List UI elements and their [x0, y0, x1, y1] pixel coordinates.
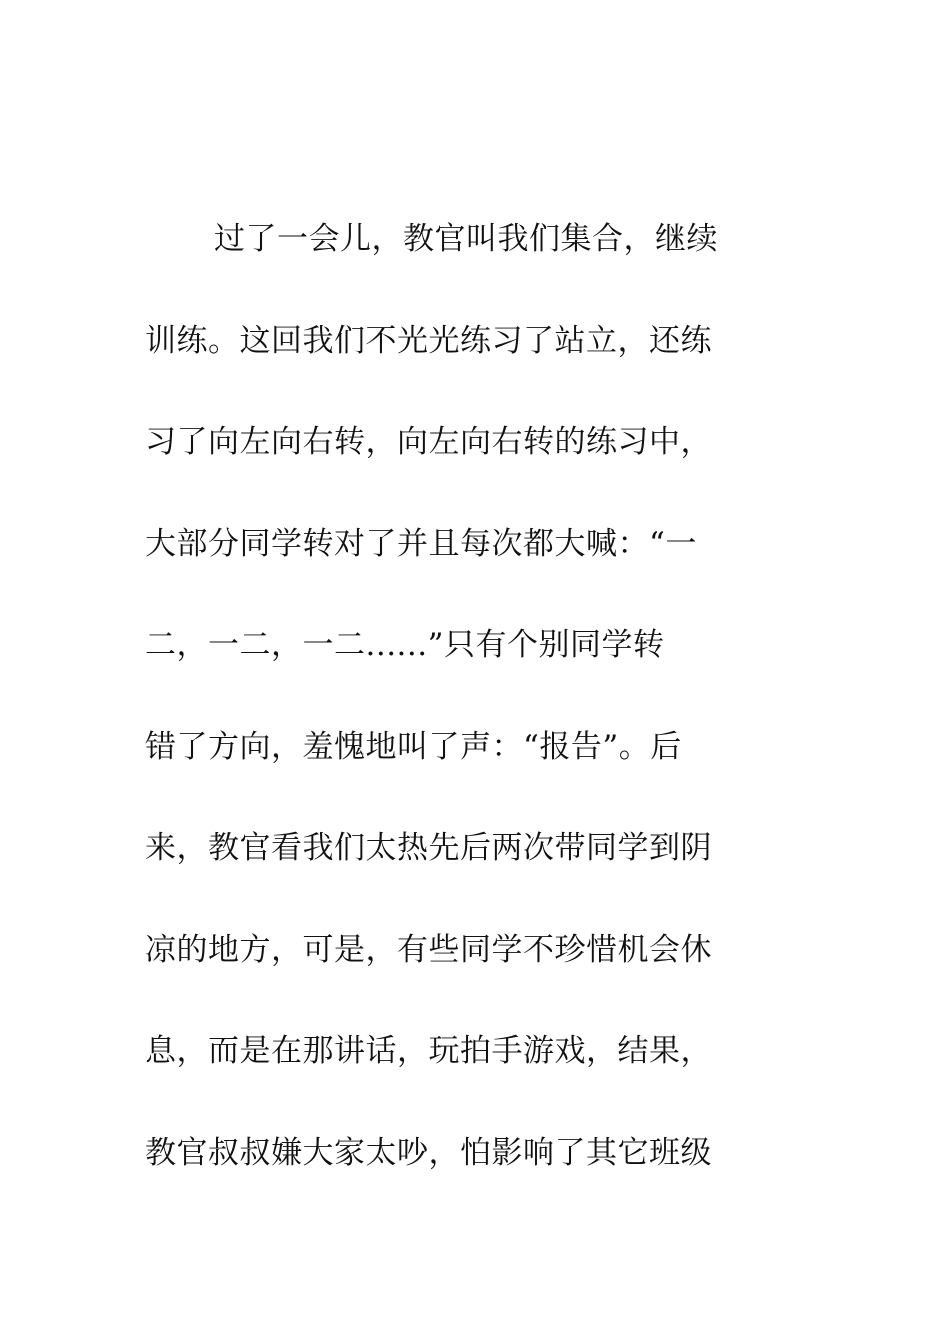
- text-line-10: 教官叔叔嫌大家太吵，怕影响了其它班级: [145, 1134, 712, 1171]
- text-line-8: 凉的地方，可是，有些同学不珍惜机会休: [145, 931, 712, 968]
- text-line-3: 习了向左向右转，向左向右转的练习中，: [145, 424, 712, 460]
- text-line-9: 息，而是在那讲话，玩拍手游戏，结果，: [145, 1033, 712, 1069]
- text-line-1: 过了一会儿，教官叫我们集合，继续: [214, 221, 718, 257]
- text-line-2: 训练。这回我们不光光练习了站立，还练: [145, 322, 712, 359]
- text-line-6: 错了方向，羞愧地叫了声：“报告”。后: [145, 728, 682, 765]
- text-line-5: 二，一二，一二......”只有个别同学转: [145, 627, 665, 663]
- text-line-4: 大部分同学转对了并且每次都大喊：“一: [145, 525, 697, 562]
- paragraph: [145, 219, 785, 1234]
- text-line-7: 来，教官看我们太热先后两次带同学到阴: [145, 830, 712, 866]
